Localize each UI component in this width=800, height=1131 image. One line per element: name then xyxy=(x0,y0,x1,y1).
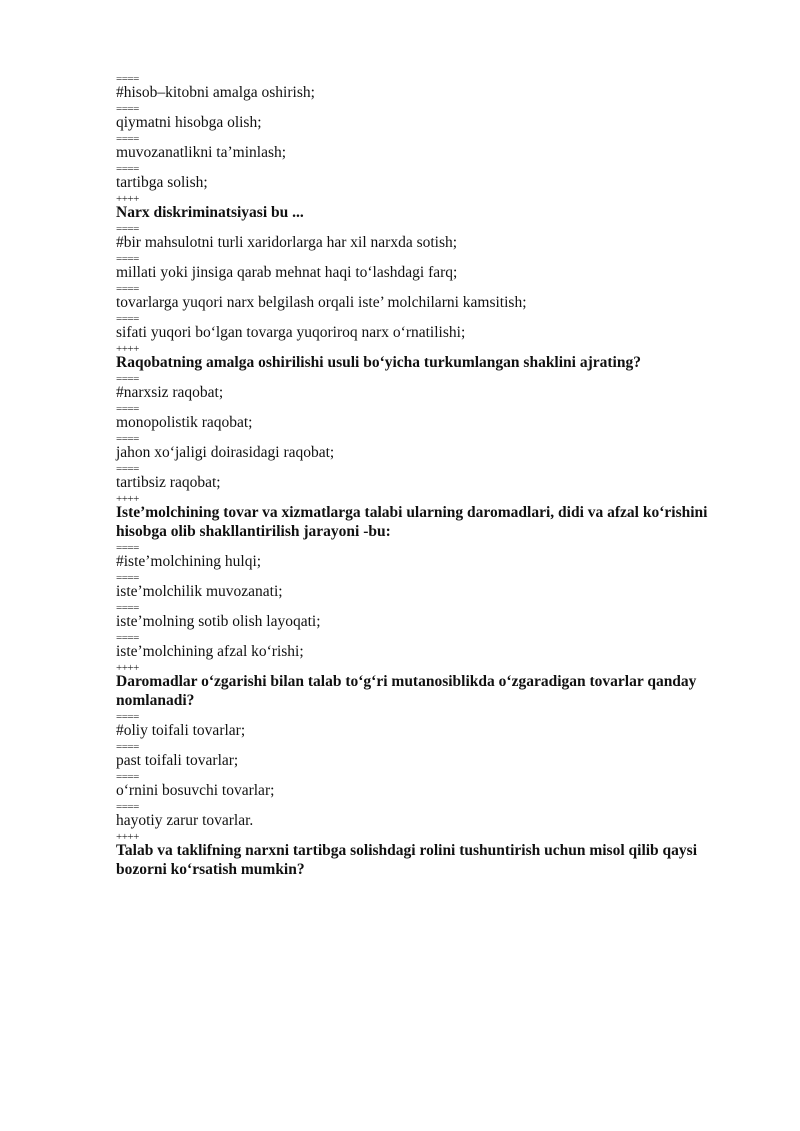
answer-option: sifati yuqori bo‘lgan tovarga yuqoriroq narx o‘rnatilishi; xyxy=(116,324,466,341)
answer-option: #oliy toifali tovarlar; xyxy=(116,722,246,739)
separator-equals: ==== xyxy=(116,741,139,753)
separator-equals: ==== xyxy=(116,253,139,265)
separator-equals: ==== xyxy=(116,602,139,614)
question-text: Daromadlar o‘zgarishi bilan talab to‘g‘ri mutanosiblikda o‘zgaradigan tovarlar qanday nomlanadi? xyxy=(116,673,697,709)
separator-equals: ==== xyxy=(116,403,139,415)
answer-option: #narxsiz raqobat; xyxy=(116,384,224,401)
separator-equals: ==== xyxy=(116,771,139,783)
separator-equals: ==== xyxy=(116,163,139,175)
separator-equals: ==== xyxy=(116,313,139,325)
separator-equals: ==== xyxy=(116,73,139,85)
separator-equals: ==== xyxy=(116,433,139,445)
separator-equals: ==== xyxy=(116,373,139,385)
answer-option: muvozanatlikni ta’minlash; xyxy=(116,144,287,161)
separator-equals: ==== xyxy=(116,463,139,475)
separator-equals: ==== xyxy=(116,103,139,115)
answer-option: jahon xo‘jaligi doirasidagi raqobat; xyxy=(116,444,335,461)
answer-option: tartibga solish; xyxy=(116,174,208,191)
separator-plus: ++++ xyxy=(116,493,139,505)
separator-plus: ++++ xyxy=(116,831,139,843)
question-text: Iste’molchining tovar va xizmatlarga talabi ularning daromadlari, didi va afzal ko‘rishini hisobga olib shakllantirilish jarayoni -bu: xyxy=(116,504,708,540)
separator-plus: ++++ xyxy=(116,193,139,205)
question-text: Raqobatning amalga oshirilishi usuli bo‘yicha turkumlangan shaklini ajrating? xyxy=(116,354,641,371)
separator-equals: ==== xyxy=(116,632,139,644)
answer-option: monopolistik raqobat; xyxy=(116,414,253,431)
answer-option: qiymatni hisobga olish; xyxy=(116,114,262,131)
answer-option: #hisob–kitobni amalga oshirish; xyxy=(116,84,315,101)
answer-option: #iste’molchining hulqi; xyxy=(116,553,262,570)
answer-option: iste’molchining afzal ko‘rishi; xyxy=(116,643,304,660)
separator-equals: ==== xyxy=(116,801,139,813)
document-page xyxy=(116,72,746,879)
answer-option: #bir mahsulotni turli xaridorlarga har xil narxda sotish; xyxy=(116,234,458,251)
answer-option: tovarlarga yuqori narx belgilash orqali iste’ molchilarni kamsitish; xyxy=(116,294,527,311)
answer-option: iste’molchilik muvozanati; xyxy=(116,583,283,600)
answer-option: millati yoki jinsiga qarab mehnat haqi to‘lashdagi farq; xyxy=(116,264,458,281)
separator-equals: ==== xyxy=(116,283,139,295)
answer-option: o‘rnini bosuvchi tovarlar; xyxy=(116,782,275,799)
separator-equals: ==== xyxy=(116,542,139,554)
separator-equals: ==== xyxy=(116,572,139,584)
answer-option: hayotiy zarur tovarlar. xyxy=(116,812,254,829)
question-text: Talab va taklifning narxni tartibga solishdagi rolini tushuntirish uchun misol qilib qaysi bozorni ko‘rsatish mumkin? xyxy=(116,842,698,878)
answer-option: past toifali tovarlar; xyxy=(116,752,239,769)
separator-equals: ==== xyxy=(116,711,139,723)
separator-plus: ++++ xyxy=(116,343,139,355)
answer-option: iste’molning sotib olish layoqati; xyxy=(116,613,321,630)
separator-equals: ==== xyxy=(116,133,139,145)
separator-equals: ==== xyxy=(116,223,139,235)
answer-option: tartibsiz raqobat; xyxy=(116,474,221,491)
question-text: Narx diskriminatsiyasi bu ... xyxy=(116,204,304,221)
separator-plus: ++++ xyxy=(116,662,139,674)
